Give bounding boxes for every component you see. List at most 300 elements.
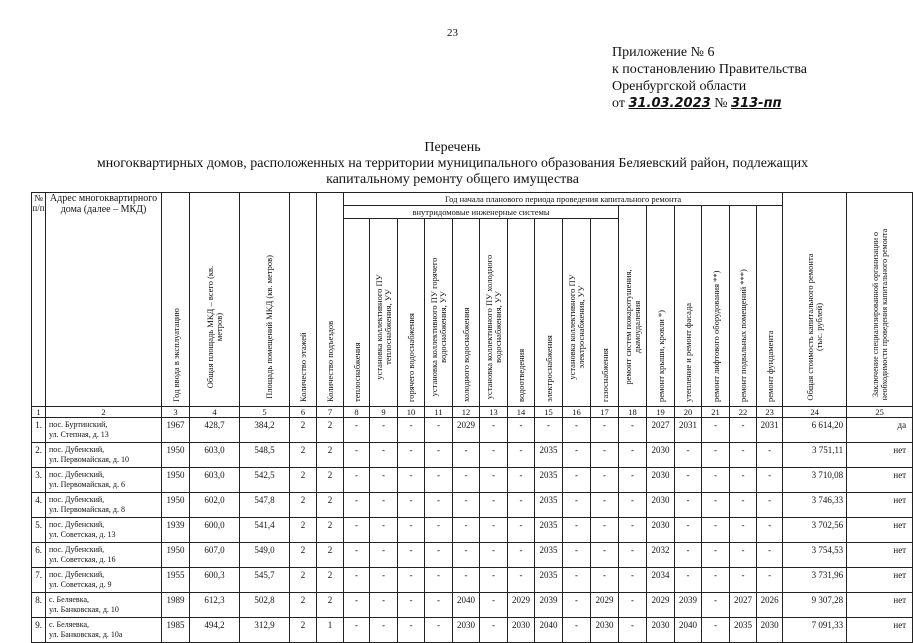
table-cell: 1989	[162, 593, 190, 618]
table-cell: -	[508, 443, 535, 468]
table-cell: -	[730, 418, 757, 443]
table-cell: -	[344, 593, 370, 618]
column-number: 24	[783, 407, 847, 418]
table-cell: 3 702,56	[783, 518, 847, 543]
table-cell: -	[757, 493, 783, 518]
table-cell: -	[398, 618, 425, 643]
table-cell: -	[730, 443, 757, 468]
table-cell: -	[398, 543, 425, 568]
column-number: 8	[344, 407, 370, 418]
col-header-cold-water: холодного водоснабжения	[453, 219, 480, 407]
table-cell: -	[453, 443, 480, 468]
table-cell: 8.	[32, 593, 46, 618]
table-cell: 2029	[591, 593, 619, 618]
table-cell: 2030	[453, 618, 480, 643]
column-number: 13	[480, 407, 508, 418]
table-cell: -	[563, 543, 591, 568]
table-row	[32, 468, 913, 493]
col-header-hot-water-meter: установка коллективного ПУ горячего водоснабжения, УУ	[425, 219, 453, 407]
table-cell: -	[508, 568, 535, 593]
table-cell: -	[757, 443, 783, 468]
table-cell: 2035	[535, 443, 563, 468]
table-cell: 2	[317, 418, 344, 443]
table-cell: 2035	[535, 468, 563, 493]
table-cell: -	[619, 618, 647, 643]
col-header-premises-area: Площадь помещений МКД (кв. метров)	[240, 193, 290, 407]
table-cell: -	[453, 468, 480, 493]
column-number: 3	[162, 407, 190, 418]
table-cell: 2040	[535, 618, 563, 643]
appendix-line: Оренбургской области	[612, 79, 747, 94]
table-cell: -	[370, 593, 398, 618]
table-cell: 2027	[647, 418, 675, 443]
table-cell: -	[563, 593, 591, 618]
column-number: 22	[730, 407, 757, 418]
table-cell: -	[675, 443, 702, 468]
table-cell: -	[675, 543, 702, 568]
table-cell: -	[480, 568, 508, 593]
table-cell: 2	[290, 518, 317, 543]
table-cell: -	[563, 518, 591, 543]
table-cell: -	[508, 468, 535, 493]
table-cell: -	[619, 518, 647, 543]
table-cell: 1.	[32, 418, 46, 443]
table-cell: 549,0	[240, 543, 290, 568]
column-number: 21	[702, 407, 730, 418]
table-cell: 7.	[32, 568, 46, 593]
column-number: 1	[32, 407, 46, 418]
table-cell: -	[730, 543, 757, 568]
table-cell: 2.	[32, 443, 46, 468]
table-cell: -	[591, 568, 619, 593]
number-sign: №	[714, 96, 728, 111]
document-title	[0, 140, 905, 188]
column-number: 5	[240, 407, 290, 418]
table-cell: -	[425, 443, 453, 468]
table-cell: 2035	[535, 493, 563, 518]
column-number: 19	[647, 407, 675, 418]
table-cell: -	[563, 443, 591, 468]
table-cell: -	[370, 443, 398, 468]
table-cell: нет	[847, 618, 913, 643]
table-cell: нет	[847, 443, 913, 468]
table-cell: -	[619, 493, 647, 518]
column-number: 11	[425, 407, 453, 418]
table-cell: -	[480, 543, 508, 568]
table-cell: -	[757, 468, 783, 493]
table-row	[32, 518, 913, 543]
table-cell: -	[480, 418, 508, 443]
table-cell: 2030	[647, 493, 675, 518]
table-cell: пос. Дубенский, ул. Советская, д. 9	[46, 568, 162, 593]
table-cell: 2035	[535, 543, 563, 568]
column-number: 20	[675, 407, 702, 418]
table-row	[32, 568, 913, 593]
table-cell: -	[702, 618, 730, 643]
table-cell: нет	[847, 543, 913, 568]
col-header-cost: Общая стоимость капитального ремонта (тыс. рублей)	[783, 193, 847, 407]
table-cell: 2030	[647, 443, 675, 468]
table-cell: 541,4	[240, 518, 290, 543]
table-cell: -	[619, 418, 647, 443]
col-group-engineering: внутридомовые инженерные системы	[344, 206, 619, 219]
table-cell: 2030	[647, 618, 675, 643]
table-cell: -	[591, 493, 619, 518]
table-cell: -	[591, 443, 619, 468]
table-cell: -	[425, 543, 453, 568]
table-cell: нет	[847, 518, 913, 543]
table-cell: 494,2	[190, 618, 240, 643]
col-header-facade: утепление и ремонт фасада	[675, 206, 702, 407]
table-cell: -	[425, 618, 453, 643]
col-header-lift: ремонт лифтового оборудования **)	[702, 206, 730, 407]
col-header-basement: ремонт подвальных помещений ***)	[730, 206, 757, 407]
table-cell: -	[702, 518, 730, 543]
table-row	[32, 443, 913, 468]
table-cell: с. Беляевка, ул. Банковская, д. 10	[46, 593, 162, 618]
table-cell: -	[702, 468, 730, 493]
table-cell: 2	[317, 518, 344, 543]
col-header-gas: газоснабжения	[591, 219, 619, 407]
column-number-row	[32, 407, 913, 418]
table-cell: -	[425, 493, 453, 518]
table-cell: 2030	[647, 518, 675, 543]
table-cell: 2034	[647, 568, 675, 593]
col-header-entrances: Количество подъездов	[317, 193, 344, 407]
table-cell: 547,8	[240, 493, 290, 518]
col-header-heating-meter: установка коллективного ПУ теплоснабжения, УУ	[370, 219, 398, 407]
page-number: 23	[447, 27, 458, 39]
table-cell: -	[508, 518, 535, 543]
appendix-title: Приложение № 6	[612, 45, 715, 60]
table-cell: 9.	[32, 618, 46, 643]
appendix-line: к постановлению Правительства	[612, 62, 808, 77]
table-cell: -	[425, 568, 453, 593]
col-header-heating: теплоснабжения	[344, 219, 370, 407]
appendix-block	[612, 44, 807, 112]
table-cell: 7 091,33	[783, 618, 847, 643]
table-cell: 1950	[162, 468, 190, 493]
table-cell: -	[619, 593, 647, 618]
table-cell: -	[344, 543, 370, 568]
table-cell: -	[563, 493, 591, 518]
table-cell: -	[702, 543, 730, 568]
table-cell: 2039	[535, 593, 563, 618]
table-cell: 2029	[453, 418, 480, 443]
table-cell: 2039	[675, 593, 702, 618]
table-cell: -	[453, 493, 480, 518]
col-header-electricity: электроснабжения	[535, 219, 563, 407]
table-cell: 6 614,20	[783, 418, 847, 443]
table-cell: 2040	[675, 618, 702, 643]
table-cell: 2030	[508, 618, 535, 643]
table-cell: 3 746,33	[783, 493, 847, 518]
table-cell: -	[344, 418, 370, 443]
table-cell: 600,0	[190, 518, 240, 543]
table-cell: с. Беляевка, ул. Банковская, д. 10а	[46, 618, 162, 643]
table-cell: -	[591, 518, 619, 543]
col-header-total-area: Общая площадь МКД – всего (кв. метров)	[190, 193, 240, 407]
table-cell: 2	[290, 493, 317, 518]
table-cell: 2030	[647, 468, 675, 493]
table-cell: 607,0	[190, 543, 240, 568]
column-number: 10	[398, 407, 425, 418]
table-cell: -	[344, 518, 370, 543]
table-cell: 600,3	[190, 568, 240, 593]
table-cell: нет	[847, 493, 913, 518]
table-cell: 603,0	[190, 443, 240, 468]
table-cell: -	[757, 568, 783, 593]
table-cell: -	[453, 568, 480, 593]
table-cell: 3 751,11	[783, 443, 847, 468]
table-cell: -	[508, 543, 535, 568]
table-cell: -	[535, 418, 563, 443]
table-cell: -	[563, 618, 591, 643]
column-number: 14	[508, 407, 535, 418]
table-cell: 3 710,08	[783, 468, 847, 493]
table-cell: пос. Дубенский, ул. Советская, д. 16	[46, 543, 162, 568]
table-cell: 1939	[162, 518, 190, 543]
table-cell: -	[425, 468, 453, 493]
table-cell: 2035	[535, 568, 563, 593]
table-cell: -	[425, 518, 453, 543]
col-header-cold-water-meter: установка коллективного ПУ холодного водоснабжения, УУ	[480, 219, 508, 407]
table-cell: -	[480, 518, 508, 543]
appendix-prefix: от	[612, 96, 625, 111]
table-cell: -	[398, 443, 425, 468]
table-cell: 2035	[730, 618, 757, 643]
table-cell: -	[563, 568, 591, 593]
column-number: 12	[453, 407, 480, 418]
table-cell: -	[702, 593, 730, 618]
col-header-drainage: водоотведения	[508, 219, 535, 407]
col-header-conclusion: Заключение специализированной организации о необходимости проведения капитального ремонта	[847, 193, 913, 407]
table-cell: -	[675, 468, 702, 493]
col-header-roof: ремонт крыши, кровли *)	[647, 206, 675, 407]
table-body	[32, 418, 913, 643]
table-cell: -	[344, 618, 370, 643]
table-cell: -	[398, 418, 425, 443]
table-cell: -	[425, 418, 453, 443]
table-cell: -	[370, 568, 398, 593]
table-cell: -	[619, 443, 647, 468]
table-cell: 312,9	[240, 618, 290, 643]
table-cell: пос. Дубенский, ул. Первомайская, д. 6	[46, 468, 162, 493]
table-cell: -	[619, 468, 647, 493]
table-cell: -	[480, 468, 508, 493]
table-cell: 2027	[730, 593, 757, 618]
table-cell: 2031	[757, 418, 783, 443]
table-cell: 545,7	[240, 568, 290, 593]
table-cell: -	[702, 568, 730, 593]
table-cell: -	[730, 518, 757, 543]
table-cell: нет	[847, 593, 913, 618]
table-cell: -	[730, 568, 757, 593]
table-cell: -	[702, 493, 730, 518]
table-cell: 2	[317, 593, 344, 618]
column-number: 17	[591, 407, 619, 418]
appendix-date-line	[612, 95, 807, 112]
table-cell: 1	[317, 618, 344, 643]
table-cell: -	[619, 543, 647, 568]
table-cell: пос. Дубенский, ул. Первомайская, д. 10	[46, 443, 162, 468]
col-header-address: Адрес многоквартирного дома (далее – МКД)	[46, 193, 162, 407]
table-cell: 2	[317, 568, 344, 593]
col-header-floors: Количество этажей	[290, 193, 317, 407]
table-cell: -	[508, 493, 535, 518]
col-group-period: Год начала планового периода проведения капитального ремонта	[344, 193, 783, 206]
table-cell: -	[453, 518, 480, 543]
column-number: 25	[847, 407, 913, 418]
table-cell: -	[480, 493, 508, 518]
column-number: 15	[535, 407, 563, 418]
table-cell: 2029	[647, 593, 675, 618]
table-cell: пос. Дубенский, ул. Советская, д. 13	[46, 518, 162, 543]
table-cell: 2	[317, 468, 344, 493]
table-cell: -	[757, 543, 783, 568]
table-cell: 2	[290, 443, 317, 468]
table-cell: -	[480, 443, 508, 468]
table-cell: 1950	[162, 493, 190, 518]
table-cell: 1950	[162, 543, 190, 568]
table-cell: 2030	[757, 618, 783, 643]
table-row	[32, 418, 913, 443]
table-cell: -	[344, 443, 370, 468]
table-cell: -	[757, 518, 783, 543]
table-cell: 2	[290, 468, 317, 493]
table-cell: -	[702, 418, 730, 443]
table-cell: -	[398, 568, 425, 593]
column-number: 23	[757, 407, 783, 418]
handwritten-date: 31.03.2023	[628, 96, 711, 111]
table-cell: -	[344, 568, 370, 593]
table-row	[32, 543, 913, 568]
table-cell: -	[398, 593, 425, 618]
table-cell: 2040	[453, 593, 480, 618]
title-line: капитальному ремонту общего имущества	[326, 172, 579, 187]
col-header-no: № п/п	[32, 193, 46, 407]
table-cell: 384,2	[240, 418, 290, 443]
table-cell: 542,5	[240, 468, 290, 493]
handwritten-number: 313-пп	[731, 96, 782, 111]
table-cell: 2	[290, 543, 317, 568]
table-cell: -	[619, 568, 647, 593]
table-cell: -	[398, 518, 425, 543]
table-cell: 2026	[757, 593, 783, 618]
col-header-electricity-meter: установка коллективного ПУ электроснабжения, УУ	[563, 219, 591, 407]
table-cell: -	[370, 543, 398, 568]
table-cell: 3.	[32, 468, 46, 493]
houses-table	[31, 192, 913, 643]
table-cell: -	[480, 593, 508, 618]
table-cell: нет	[847, 468, 913, 493]
table-cell: 2	[290, 593, 317, 618]
table-cell: нет	[847, 568, 913, 593]
table-cell: -	[398, 493, 425, 518]
column-number: 18	[619, 407, 647, 418]
table-cell: -	[344, 493, 370, 518]
table-cell: 2032	[647, 543, 675, 568]
table-cell: -	[591, 418, 619, 443]
col-header-hot-water: горячего водоснабжения	[398, 219, 425, 407]
table-cell: 1967	[162, 418, 190, 443]
table-cell: 2	[317, 493, 344, 518]
table-cell: 1985	[162, 618, 190, 643]
table-cell: -	[370, 518, 398, 543]
table-row	[32, 618, 913, 643]
table-cell: 2031	[675, 418, 702, 443]
table-cell: 2	[290, 418, 317, 443]
table-cell: 548,5	[240, 443, 290, 468]
col-header-year: Год ввода в эксплуатацию	[162, 193, 190, 407]
title-line: Перечень	[424, 140, 481, 155]
table-cell: 612,3	[190, 593, 240, 618]
table-cell: -	[730, 493, 757, 518]
table-cell: -	[508, 418, 535, 443]
table-cell: -	[563, 468, 591, 493]
table-cell: 2035	[535, 518, 563, 543]
table-cell: -	[591, 543, 619, 568]
table-cell: 2030	[591, 618, 619, 643]
table-cell: -	[344, 468, 370, 493]
column-number: 9	[370, 407, 398, 418]
table-cell: -	[563, 418, 591, 443]
table-cell: 602,0	[190, 493, 240, 518]
table-cell: -	[425, 593, 453, 618]
table-cell: -	[370, 418, 398, 443]
col-header-foundation: ремонт фундамента	[757, 206, 783, 407]
table-row	[32, 493, 913, 518]
table-cell: -	[370, 468, 398, 493]
table-cell: 5.	[32, 518, 46, 543]
table-cell: 2	[317, 543, 344, 568]
table-cell: 2	[290, 568, 317, 593]
table-cell: -	[730, 468, 757, 493]
column-number: 4	[190, 407, 240, 418]
table-cell: -	[675, 493, 702, 518]
table-cell: -	[675, 518, 702, 543]
table-cell: 9 307,28	[783, 593, 847, 618]
table-cell: -	[675, 568, 702, 593]
column-number: 16	[563, 407, 591, 418]
table-cell: 1950	[162, 443, 190, 468]
table-cell: 2029	[508, 593, 535, 618]
table-cell: -	[370, 618, 398, 643]
table-row	[32, 593, 913, 618]
col-header-fire: ремонт систем пожаротушения, дымоудаления	[619, 206, 647, 407]
table-cell: 603,0	[190, 468, 240, 493]
table-cell: -	[480, 618, 508, 643]
table-cell: 2	[317, 443, 344, 468]
table-cell: 3 731,96	[783, 568, 847, 593]
table-cell: 428,7	[190, 418, 240, 443]
column-number: 6	[290, 407, 317, 418]
table-cell: да	[847, 418, 913, 443]
table-cell: 4.	[32, 493, 46, 518]
table-cell: -	[591, 468, 619, 493]
table-cell: пос. Буртинский, ул. Степная, д. 13	[46, 418, 162, 443]
table-cell: 2	[290, 618, 317, 643]
table-cell: -	[702, 443, 730, 468]
table-cell: 3 754,53	[783, 543, 847, 568]
table-cell: пос. Дубенский, ул. Первомайская, д. 8	[46, 493, 162, 518]
table-cell: -	[370, 493, 398, 518]
title-line: многоквартирных домов, расположенных на территории муниципального образования Беляевский район, подлежащих	[96, 156, 809, 171]
column-number: 7	[317, 407, 344, 418]
table-cell: 6.	[32, 543, 46, 568]
table-cell: -	[398, 468, 425, 493]
table-cell: 1955	[162, 568, 190, 593]
